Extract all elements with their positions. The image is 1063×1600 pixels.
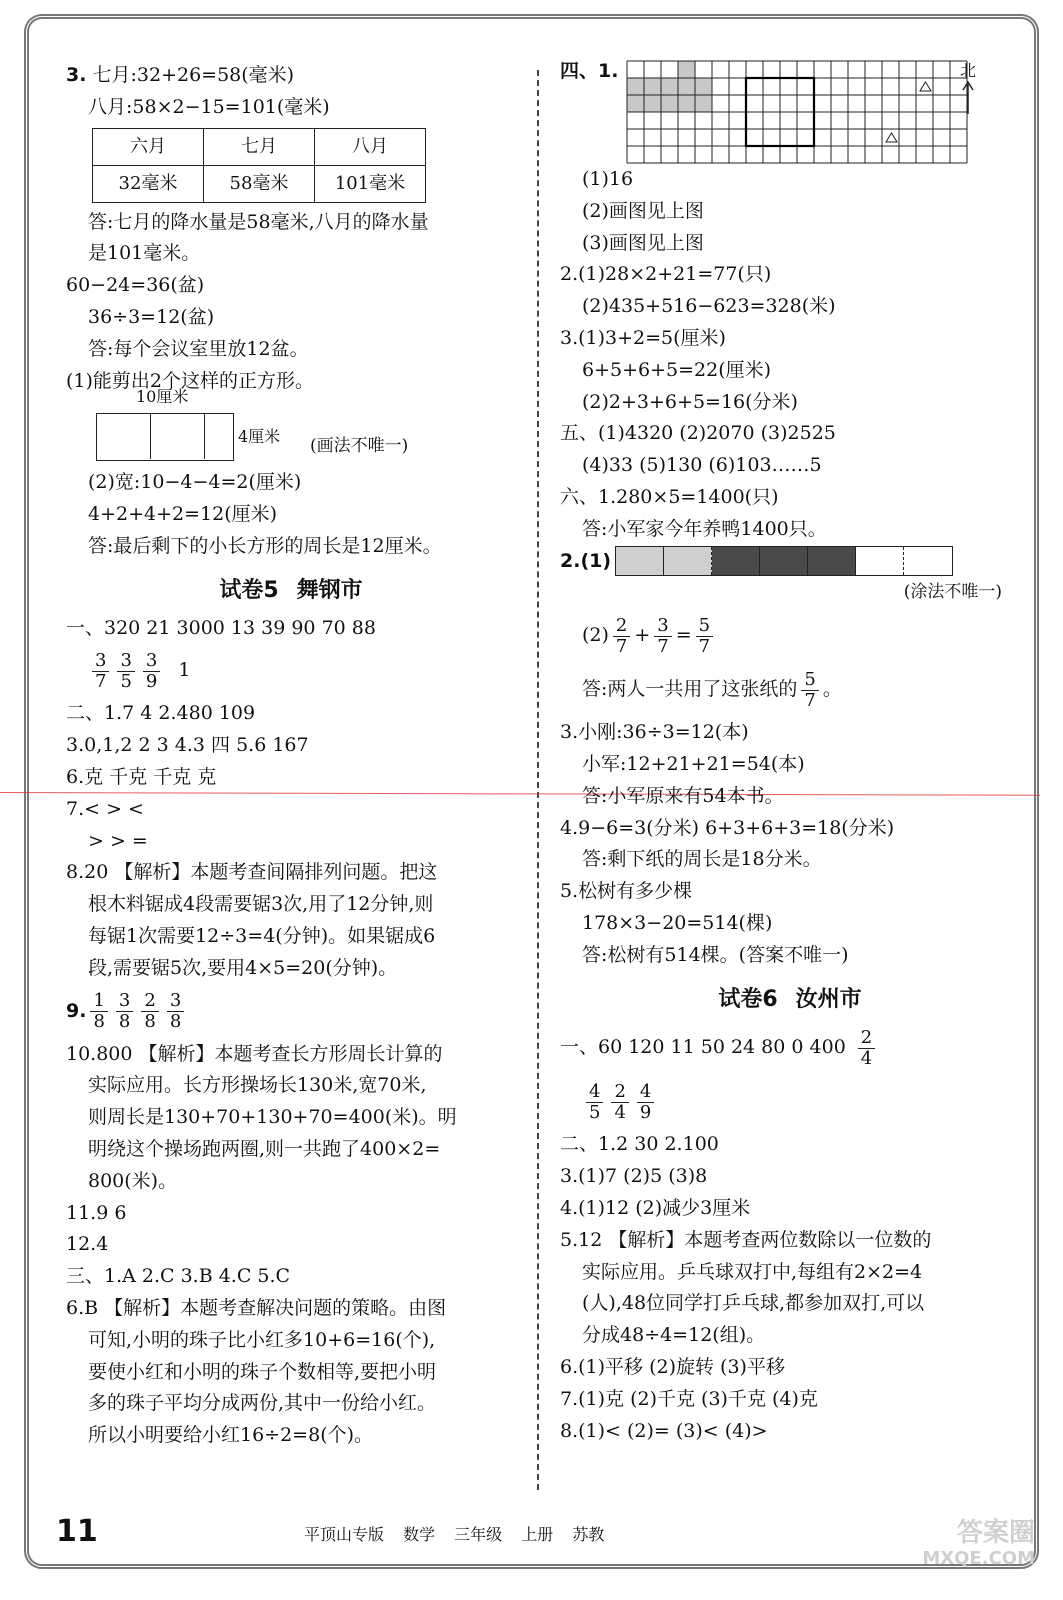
t6-line: 6.(1)平移 (2)旋转 (3)平移: [560, 1355, 785, 1378]
triangle-icon: [920, 82, 931, 91]
q6-3-line2: 小军:12+21+21=54(本): [582, 752, 805, 775]
q5-part2: (2)宽:10−4−4=2(厘米): [88, 471, 302, 494]
table-header: 七月: [204, 128, 315, 165]
fraction: $\frac{3}{7}$: [654, 616, 671, 657]
right-column: [560, 60, 1020, 1447]
strip-cell-empty: [904, 547, 952, 575]
s6b-line5: 所以小明要给小红16÷2=8(个)。: [88, 1424, 374, 1447]
fraction: $\frac{3}{7}$: [92, 651, 109, 692]
s3b-line: 三、1.A 2.C 3.B 4.C 5.C: [66, 1265, 291, 1288]
paper-strip-row: [560, 546, 1020, 578]
q4-line2: 36÷3=12(盆): [88, 305, 215, 328]
s10-line2: 实际应用。长方形操场长130米,宽70米,: [88, 1074, 427, 1097]
q6-2-label: 2.(1): [560, 549, 612, 572]
table-cell: 32毫米: [93, 165, 204, 202]
t8-line: 8.(1)< (2)= (3)< (4)>: [560, 1419, 768, 1442]
fraction: $\frac{3}{8}$: [116, 991, 133, 1032]
section-heading-5: [66, 575, 516, 607]
q6-3-answer: 答:小军原来有54本书。: [582, 784, 784, 807]
q6-4-line1: 4.9−6=3(分米) 6+3+6+3=18(分米): [560, 816, 895, 839]
q6-4-answer: 答:剩下纸的周长是18分米。: [582, 848, 822, 871]
q6-3-line1: 3.小刚:36÷3=12(本): [560, 721, 749, 744]
heading-title: 试卷5: [219, 577, 279, 603]
shaded-cell: [661, 95, 678, 112]
left-column: 3. 七月:32+26=58(毫米) 八月:58×2−15=101(毫米) 六月 七月 八月 32毫米 58毫米 101毫米 答:七月的降水量是58毫米,八月的降水量 是101毫米。 60−24=36(盆) 36÷3=12(盆) 答:每个会议室里放12盆。 (1)能剪出2个这样的正方形。 10厘米 4厘米 (画法不唯一) (2)宽:10−4−4=2(厘米) 4+2+4+2=12(厘米) 答:最后剩下的小长方形的周长是12厘米。 试卷5 舞钢市 一、320 21 3000 13 39 90 70 88 $\frac{3}{7}$ $\frac{3}{5}$ $\frac{3}{9}$ 1 二、1.7 4 2.480 109 3.0,1,2 2 3 4.3 四 5.6 167 6.克 千克 千克 克 7.< > < > > = 8.20 【解析】本题考查间隔排列问题。把这 根木料锯成4段需要锯3次,用了12分钟,则 每锯1次需要12÷3=4(分钟)。如果锯成6 段,需要锯5次,要用4×5=20(分钟)。 9. $\frac{1}{8}$ $\frac{3}{8}$ $\frac{2}{8}$ $\frac{3}{8}$ 10.800 【解析】本题考查长方形周长计算的 实际应用。长方形操场长130米,宽70米, 则周长是130+70+130+70=400(米)。明 明绕这个操场跑两圈,则一共跑了400×2= 800(米)。 11.9 6 12.4 三、1.A 2.C 3.B 4.C 5.C 6.B 【解析】本题考查解决问题的策略。由图 可知,小明的珠子比小红多10+6=16(个), 要使小红和小明的珠子个数相等,要把小明 多的珠子平均分成两份,其中一份给小红。 所以小明要给小红16÷2=8(个)。: [66, 60, 516, 1452]
drawing-note: (画法不唯一): [310, 436, 409, 457]
q6-5-line1: 5.松树有多少棵: [560, 880, 693, 903]
q4-grid-row: [560, 60, 1020, 164]
s6b-line1: 6.B 【解析】本题考查解决问题的策略。由图: [66, 1296, 447, 1319]
column-divider: [537, 70, 539, 1490]
t1-fractions: [560, 1075, 1020, 1129]
paper-strip: [615, 546, 953, 576]
shaded-cell: [695, 78, 712, 95]
shaded-cell: [644, 95, 661, 112]
table-cell: 58毫米: [204, 165, 315, 202]
q5-line1: (1)能剪出2个这样的正方形。: [66, 369, 315, 392]
page-footer: [56, 1514, 605, 1549]
divider-line: [204, 413, 205, 459]
shaded-cell: [678, 61, 695, 78]
fraction: $\frac{4}{9}$: [637, 1082, 654, 1123]
section-heading-6: [560, 984, 1020, 1016]
s6b-line2: 可知,小明的珠子比小红多10+6=16(个),: [88, 1328, 436, 1351]
s9-label: 9.: [66, 999, 87, 1022]
s7-line1: 7.< > <: [66, 797, 144, 820]
strip-note: (涂法不唯一): [903, 582, 1002, 603]
length-label: 10厘米: [136, 387, 189, 407]
s1-line: 一、320 21 3000 13 39 90 70 88: [66, 616, 376, 639]
fraction: $\frac{2}{4}$: [858, 1028, 875, 1069]
watermark-logo: 答案圈 MXQE.COM: [922, 1518, 1035, 1569]
strip-cell-dark: [808, 547, 856, 575]
s7-line2: > > =: [88, 829, 148, 852]
q3-answer-1: 答:七月的降水量是58毫米,八月的降水量: [88, 210, 429, 233]
shaded-cell: [695, 95, 712, 112]
shaded-cell: [627, 78, 644, 95]
q3-line3: (2)2+3+6+5=16(分米): [582, 390, 798, 413]
strip-cell-dark: [712, 547, 760, 575]
strip-cell-light: [616, 547, 664, 575]
s8-line3: 每锯1次需要12÷3=4(分钟)。如果锯成6: [88, 924, 436, 947]
shaded-cell: [627, 95, 644, 112]
s2-line: 二、1.7 4 2.480 109: [66, 702, 256, 725]
divider-line: [150, 413, 151, 459]
q5-line2: (4)33 (5)130 (6)103……5: [582, 454, 822, 477]
t4-line: 4.(1)12 (2)减少3厘米: [560, 1196, 751, 1219]
q4-part1: (1)16: [582, 168, 634, 190]
q2-line1: 2.(1)28×2+21=77(只): [560, 263, 772, 286]
rectangle-shape: [96, 413, 234, 461]
q6-2-answer: 答:两人一共用了这张纸的 $\frac{5}{7}$ 。: [582, 668, 842, 711]
shaded-cell: [678, 95, 695, 112]
s3-line: 3.0,1,2 2 3 4.3 四 5.6 167: [66, 734, 309, 757]
q6-answer: 答:小军家今年养鸭1400只。: [582, 517, 827, 540]
q3-line2: 6+5+6+5=22(厘米): [582, 358, 772, 381]
q3-answer-2: 是101毫米。: [88, 242, 201, 265]
q2-line2: (2)435+516−623=328(米): [582, 295, 836, 318]
s10-line3: 则周长是130+70+130+70=400(米)。明: [88, 1106, 457, 1129]
fraction: $\frac{4}{5}$: [586, 1082, 603, 1123]
q4-part3: (3)画图见上图: [582, 231, 704, 254]
s9-fractions: [66, 985, 516, 1039]
q4-part2: (2)画图见上图: [582, 199, 704, 222]
square-diagram: [96, 387, 516, 467]
s8-line1: 8.20 【解析】本题考查间隔排列问题。把这: [66, 861, 438, 884]
strip-cell-light: [664, 547, 712, 575]
q6-5-line2: 178×3−20=514(棵): [582, 911, 773, 934]
heading-place: 汝州市: [795, 986, 862, 1012]
t5-line2: 实际应用。乒乓球双打中,每组有2×2=4: [582, 1260, 923, 1283]
q5-answer: 答:最后剩下的小长方形的周长是12厘米。: [88, 534, 442, 557]
q6-2b-prefix: (2): [582, 624, 609, 647]
fraction: $\frac{1}{8}$: [90, 991, 107, 1032]
s6b-line4: 多的珠子平均分成两份,其中一份给小红。: [88, 1392, 437, 1415]
fraction: $\frac{2}{8}$: [141, 991, 158, 1032]
s10-line1: 10.800 【解析】本题考查长方形周长计算的: [66, 1042, 443, 1065]
fraction: $\frac{3}{9}$: [143, 651, 160, 692]
footer-info: 平顶山专版 数学 三年级 上册 苏教: [304, 1525, 605, 1544]
rain-table: [92, 128, 426, 203]
s6-line: 6.克 千克 千克 克: [66, 765, 217, 788]
q3-line2: 八月:58×2−15=101(毫米): [88, 95, 330, 118]
q4-answer: 答:每个会议室里放12盆。: [88, 337, 309, 360]
s1-fractions: [66, 644, 516, 698]
s10-line4: 明绕这个操场跑两圈,则一共跑了400×2=: [88, 1137, 441, 1160]
fraction: $\frac{3}{5}$: [117, 651, 134, 692]
q3-line1: 七月:32+26=58(毫米): [92, 64, 295, 86]
s8-line4: 段,需要锯5次,要用4×5=20(分钟)。: [88, 956, 398, 979]
q6-2b-equation: (2) $\frac{2}{7}$ + $\frac{3}{7}$ = $\frac{5}{7}$: [560, 609, 1020, 663]
heading-place: 舞钢市: [296, 577, 363, 603]
fraction: $\frac{3}{8}$: [167, 991, 184, 1032]
north-label: 北: [960, 61, 977, 80]
q6-line1: 六、1.280×5=1400(只): [560, 485, 779, 508]
t2-line: 二、1.2 30 2.100: [560, 1133, 719, 1156]
t1-line: 一、60 120 11 50 24 80 0 400 $\frac{2}{4}$: [560, 1021, 1020, 1075]
width-label: 4厘米: [238, 427, 281, 447]
fraction: $\frac{2}{4}$: [611, 1082, 628, 1123]
q5-calc: 4+2+4+2=12(厘米): [88, 503, 278, 526]
fraction: $\frac{2}{7}$: [613, 616, 630, 657]
square-grid: [626, 60, 968, 164]
t5-line3: (人),48位同学打乒乓球,都参加双打,可以: [582, 1292, 925, 1315]
q4-label: 四、1.: [560, 60, 619, 82]
table-header: 六月: [93, 128, 204, 165]
shaded-cell: [644, 78, 661, 95]
shaded-cell: [661, 78, 678, 95]
q3-line1: 3.(1)3+2=5(厘米): [560, 326, 726, 349]
fraction: $\frac{5}{7}$: [801, 670, 818, 711]
s1-tail: 1: [178, 659, 191, 682]
table-cell: 101毫米: [315, 165, 426, 202]
t3-line: 3.(1)7 (2)5 (3)8: [560, 1165, 708, 1188]
s6b-line3: 要使小红和小明的珠子个数相等,要把小明: [88, 1360, 437, 1383]
q6-5-answer: 答:松树有514棵。(答案不唯一): [582, 943, 849, 966]
s12-line: 12.4: [66, 1233, 109, 1256]
table-header: 八月: [315, 128, 426, 165]
t5-line4: 分成48÷4=12(组)。: [582, 1324, 766, 1347]
s11-line: 11.9 6: [66, 1201, 127, 1224]
strip-cell-empty: [856, 547, 904, 575]
t7-line: 7.(1)克 (2)千克 (3)千克 (4)克: [560, 1387, 818, 1410]
triangle-icon: [886, 133, 897, 142]
fraction: $\frac{5}{7}$: [696, 616, 713, 657]
s8-line2: 根木料锯成4段需要锯3次,用了12分钟,则: [88, 893, 434, 916]
t5-line1: 5.12 【解析】本题考查两位数除以一位数的: [560, 1228, 932, 1251]
strip-cell-dark: [760, 547, 808, 575]
q5-line1: 五、(1)4320 (2)2070 (3)2525: [560, 422, 836, 445]
shaded-cell: [678, 78, 695, 95]
heading-title: 试卷6: [718, 986, 778, 1012]
q4-line1: 60−24=36(盆): [66, 274, 205, 297]
s10-line5: 800(米)。: [88, 1169, 178, 1192]
page-number: 11: [56, 1514, 98, 1549]
